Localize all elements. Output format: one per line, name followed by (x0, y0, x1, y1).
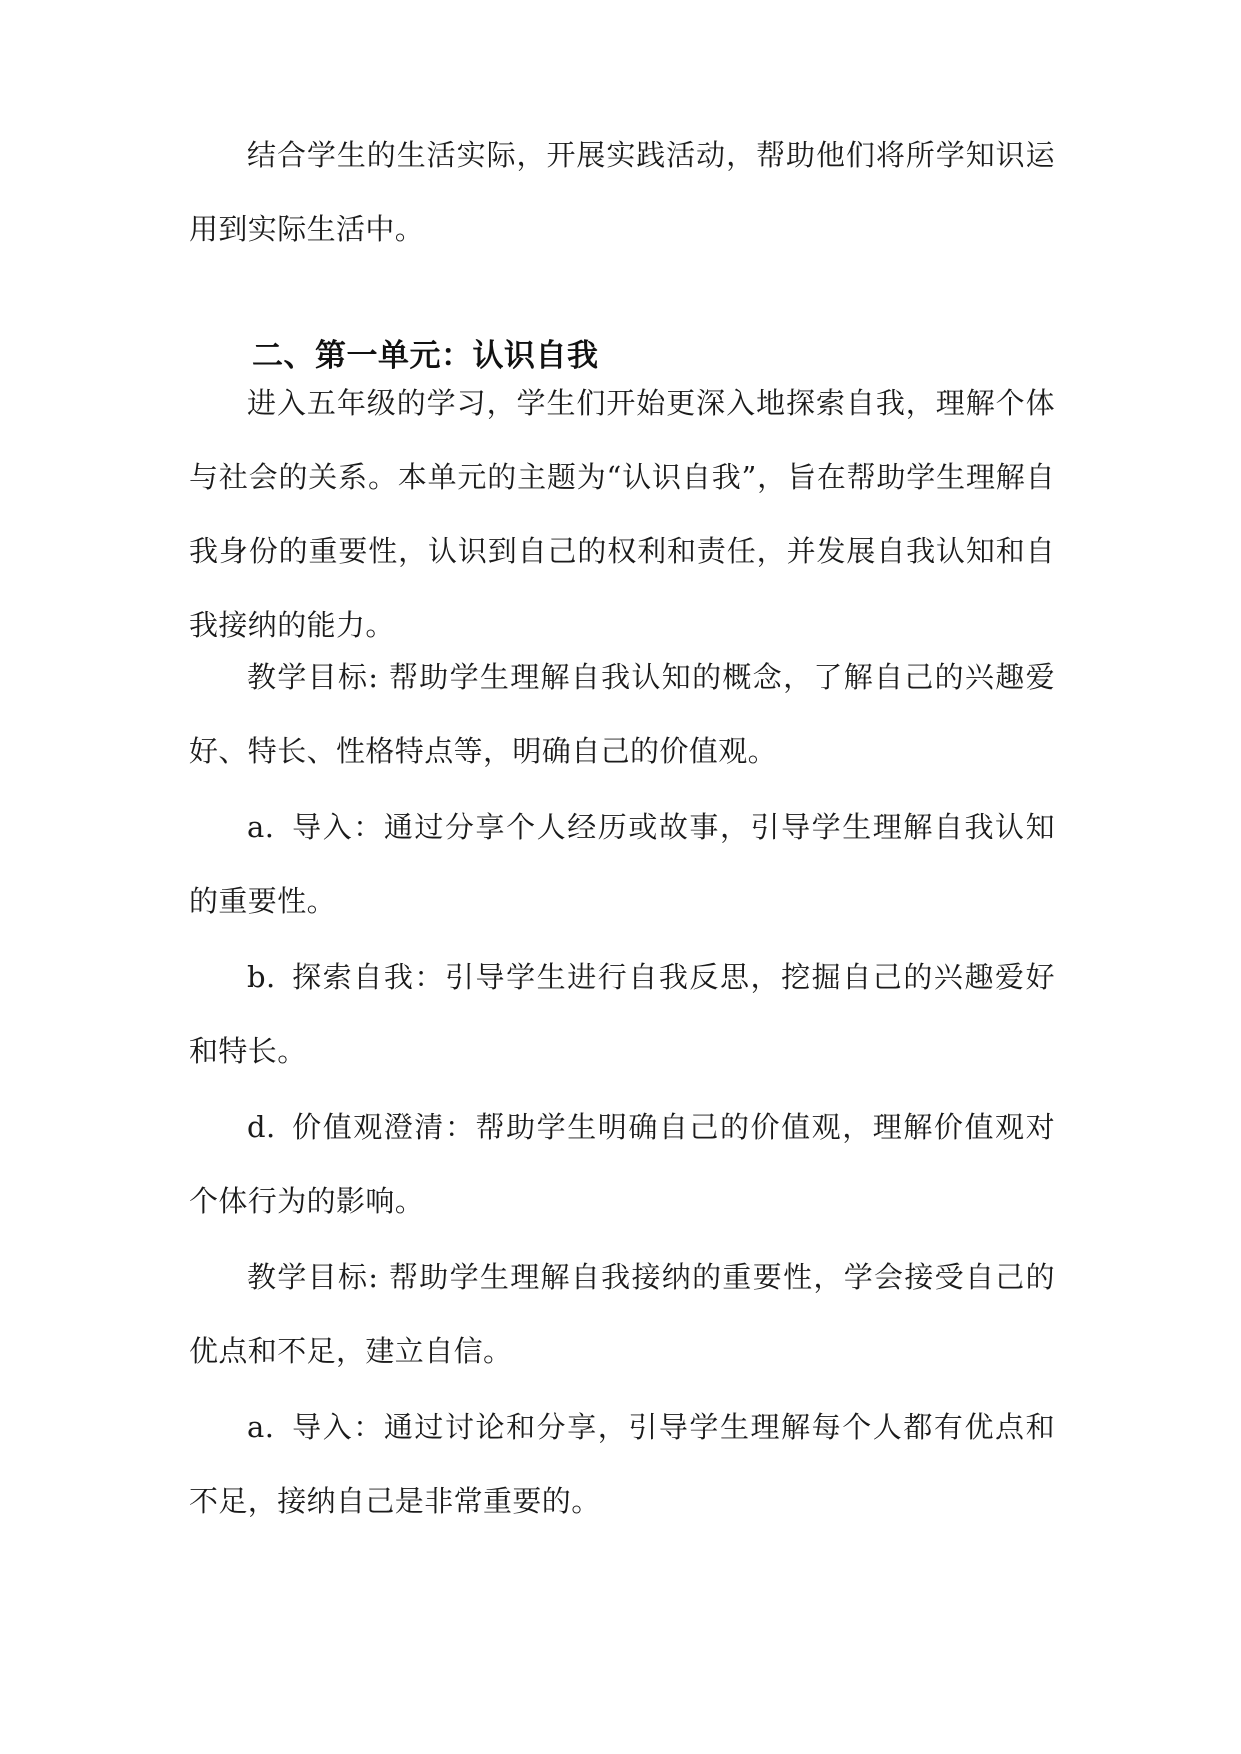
list-item-text: 价值观澄清：帮助学生明确自己的价值观，理解价值观对个体行为的影响。 (189, 1110, 1055, 1218)
intro-paragraph: 结合学生的生活实际，开展实践活动，帮助他们将所学知识运用到实际生活中。 (189, 138, 1055, 246)
list-item (189, 1390, 1055, 1538)
list-item-text: 导入：通过分享个人经历或故事，引导学生理解自我认知的重要性。 (189, 810, 1055, 918)
list-item-label: a. (247, 1410, 275, 1444)
section-intro-paragraph: 进入五年级的学习，学生们开始更深入地探索自我，理解个体与社会的关系。本单元的主题为“认识自我”，旨在帮助学生理解自我身份的重要性，认识到自己的权利和责任，并发展自我认知和自我接纳的能力。 (189, 386, 1055, 642)
teaching-goal-2: 教学目标: 帮助学生理解自我接纳的重要性，学会接受自己的优点和不足，建立自信。 (189, 1260, 1055, 1368)
list-item-label: b. (247, 960, 276, 994)
list-item-text: 探索自我：引导学生进行自我反思，挖掘自己的兴趣爱好和特长。 (189, 960, 1055, 1068)
list-item-text: 导入：通过讨论和分享，引导学生理解每个人都有优点和不足，接纳自己是非常重要的。 (189, 1410, 1055, 1518)
list-item (189, 1090, 1055, 1238)
list-item-label: d. (247, 1110, 276, 1144)
list-item (189, 790, 1055, 938)
section-heading: 二、第一单元：认识自我 (252, 338, 599, 374)
teaching-goal-1: 教学目标: 帮助学生理解自我认知的概念，了解自己的兴趣爱好、特长、性格特点等，明确自己的价值观。 (189, 660, 1055, 768)
list-item (189, 940, 1055, 1088)
list-item-label: a. (247, 810, 275, 844)
